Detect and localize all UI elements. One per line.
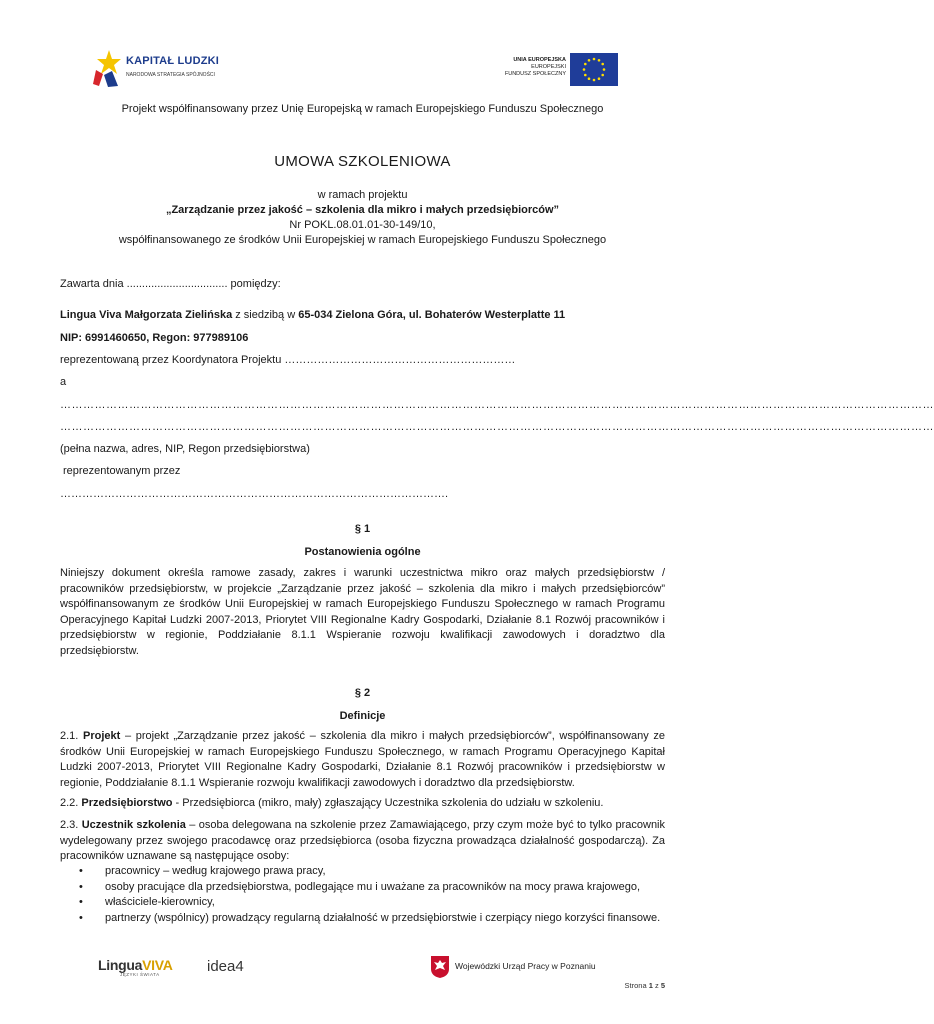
definition-company [60,796,665,812]
section2-number: § 2 [354,687,371,699]
section1-number: § 1 [354,523,371,535]
eu-logo-text [505,57,566,78]
eu-logo-line1: UNIA EUROPEJSKA [513,57,566,63]
list-item: • osoby pracujące dla przedsiębiorstwa, podlegające mu i uważane za pracowników na mocy prawa krajowego, [105,880,665,896]
represented-by-coordinator: reprezentowaną przez Koordynatora Projektu ……………………………………………………… [60,354,516,366]
eu-logo-line3: FUNDUSZ SPOŁECZNY [504,71,566,77]
fill-line-1: ………………………………………………………………………………………………………………………………………………………………………………………………………… [60,399,934,411]
definition-participant-term: Uczestnik szkolenia [81,819,186,831]
document-title: UMOWA SZKOLENIOWA [274,153,451,170]
definition-project-term: Projekt [83,730,121,742]
fill-line-3: ……………………………………………………………………………………………. [60,488,449,500]
contractor-seat-prefix: z siedzibą w [232,309,299,321]
contractor-nip-regon: NIP: 6991460650, Regon: 977989106 [60,332,249,344]
page-number-of: z [652,981,661,990]
idea4-logo: idea4 [207,958,244,975]
kapital-ludzki-logo [92,48,232,88]
definition-company-number: 2.2. [60,797,82,809]
kapital-ludzki-title: KAPITAŁ LUDZKI [126,55,220,67]
lingua-viva-logo-b: VIVA [142,957,173,973]
fill-line-2: ………………………………………………………………………………………………………………………………………………………………………………………………………… [60,421,934,433]
section1-heading: Postanowienia ogólne [304,546,421,558]
eu-logo-line2: EUROPEJSKI [531,64,566,70]
eu-flag-icon [570,53,618,86]
contractor-address: 65-034 Zielona Góra, ul. Bohaterów Westerplatte 11 [298,309,566,321]
concluded-line: Zawarta dnia ................................. pomiędzy: [60,278,281,290]
definition-company-term: Przedsiębiorstwo [81,797,173,809]
section2-heading: Definicje [339,710,386,722]
project-intro: w ramach projektu [317,189,408,201]
full-name-note: (pełna nazwa, adres, NIP, Regon przedsiębiorstwa) [60,443,310,455]
definition-participant-text: – osoba delegowana na szkolenie przez Zamawiającego, przy czym może być to tylko pracownik wydelegowany przez swojego pracodawcę oraz przedsiębiorca (osoba fizyczna prowadząca działalność gospodarczą). Za pracowników uznawane są następujące osoby: [60,819,666,862]
list-item: • pracownicy – według krajowego prawa pracy, [105,864,665,880]
lingua-viva-logo-a: Lingua [98,957,143,973]
and-word: a [60,376,67,388]
wup-name: Wojewódzki Urząd Pracy w Poznaniu [455,961,596,971]
project-number: Nr POKL.08.01.01-30-149/10, [289,219,436,231]
project-name: „Zarządzanie przez jakość – szkolenia dla mikro i małych przedsiębiorców” [165,204,560,216]
project-cofinance: współfinansowanego ze środków Unii Europejskiej w ramach Europejskiego Funduszu Społecznego [118,234,607,246]
definition-company-text: - Przedsiębiorca (mikro, mały) zgłaszający Uczestnika szkolenia do udziału w szkoleniu. [172,797,604,809]
list-item: • właściciele-kierownicy, [105,895,665,911]
page-number [625,981,665,990]
cofinance-statement: Projekt współfinansowany przez Unię Europejską w ramach Europejskiego Funduszu Społecznego [121,103,604,115]
wup-logo [430,955,600,981]
definition-project [60,729,665,791]
list-item: • partnerzy (wspólnicy) prowadzący regularną działalność w przedsiębiorstwie i czerpiący niego korzyści finansowe. [105,911,665,927]
contractor-line [60,308,565,322]
represented-by: reprezentowanym przez [63,465,181,477]
contractor-name: Lingua Viva Małgorzata Zielińska [60,309,233,321]
section1-body: Niniejszy dokument określa ramowe zasady, zakres i warunki uczestnictwa mikro oraz małych przedsiębiorstw / pracowników przedsiębiorstw, w projekcie „Zarządzanie przez jakość – szkolenia dla mikro i małych przedsiębiorców” współfinansowanym ze środków Unii Europejskiej w ramach Europejskiego Funduszu Społecznego w ramach Programu Operacyjnego Kapitał Ludzki 2007-2013, Priorytet VIII Regionalne Kadry Gospodarki, Działanie 8.1 Rozwój pracowników i przedsiębiorstw w regionie, Poddziałanie 8.1.1 Wspieranie rozwoju kwalifikacji zawodowych i doradztwo dla przedsiębiorstw. [60,567,665,657]
kapital-ludzki-subtitle: NARODOWA STRATEGIA SPÓJNOŚCI [126,72,215,78]
lingua-viva-logo-sub: JĘZYKI ŚWIATA [120,972,160,977]
definition-participant [60,818,665,865]
definition-project-number: 2.1. [60,730,84,742]
page-number-prefix: Strona [624,981,649,990]
kapital-ludzki-star-icon [92,48,122,88]
page-total: 5 [660,981,665,990]
lingua-viva-logo [98,957,198,979]
definition-project-text: – projekt „Zarządzanie przez jakość – szkolenia dla mikro i małych przedsiębiorców”, współfinansowany ze środków Unii Europejskiej w ramach Europejskiego Funduszu Społecznego, w ramach Programu Operacyjnego Kapitał Ludzki 2007-2013, Priorytet VIII Regionalne Kadry Gospodarki, Działanie 8.1 Rozwój pracowników i przedsiębiorstw w regionie, Poddziałanie 8.1.1 Wspieranie rozwoju kwalifikacji zawodowych i doradztwo dla przedsiębiorstw. [60,730,665,789]
page-current: 1 [648,981,653,990]
eu-logo [490,53,620,87]
eagle-crest-icon [430,955,450,979]
employee-types-list [105,864,665,926]
definition-participant-number: 2.3. [60,819,82,831]
